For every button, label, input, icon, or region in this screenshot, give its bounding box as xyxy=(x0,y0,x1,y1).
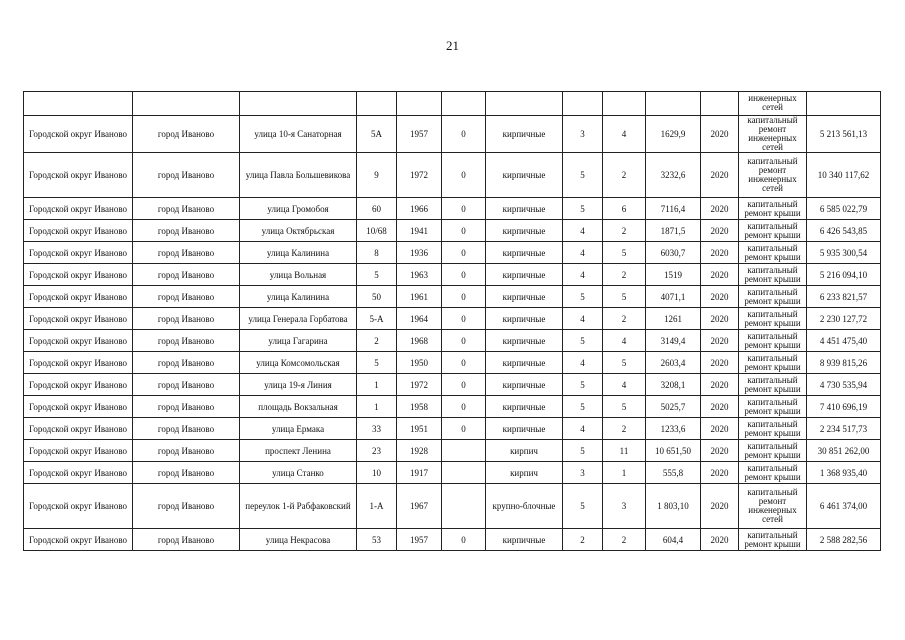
work-text: капитальный ремонт крыши xyxy=(744,286,801,306)
cell-area: 2603,4 xyxy=(646,352,701,374)
cell-entrances: 2 xyxy=(603,220,646,242)
cell-settlement: город Иваново xyxy=(133,484,240,529)
cell-municipality: Городской округ Иваново xyxy=(24,286,133,308)
cell-plan-year: 2020 xyxy=(701,220,739,242)
cell-settlement: город Иваново xyxy=(133,352,240,374)
cell-year: 1917 xyxy=(397,462,442,484)
cell-work xyxy=(739,153,807,198)
cell-settlement: город Иваново xyxy=(133,198,240,220)
cell-house: 5 xyxy=(357,264,397,286)
cell-work xyxy=(739,286,807,308)
cell-floors: 2 xyxy=(563,529,603,551)
work-text: капитальный ремонт крыши xyxy=(744,529,801,549)
cell-settlement: город Иваново xyxy=(133,440,240,462)
cell-work xyxy=(739,529,807,551)
cell-area: 6030,7 xyxy=(646,242,701,264)
cell-municipality: Городской округ Иваново xyxy=(24,330,133,352)
cell-municipality: Городской округ Иваново xyxy=(24,374,133,396)
cell-cost: 5 213 561,13 xyxy=(807,116,881,153)
work-text: капитальный ремонт крыши xyxy=(744,462,801,482)
cell-year: 1957 xyxy=(397,529,442,551)
cell-work xyxy=(739,462,807,484)
cell-cost: 8 939 815,26 xyxy=(807,352,881,374)
cell-plan-year: 2020 xyxy=(701,529,739,551)
cell-col6: 0 xyxy=(442,242,486,264)
cell-floors: 5 xyxy=(563,153,603,198)
work-text: капитальный ремонт крыши xyxy=(744,242,801,262)
cell-year: 1950 xyxy=(397,352,442,374)
cell-house: 2 xyxy=(357,330,397,352)
cell-year: 1966 xyxy=(397,198,442,220)
cell-col6: 0 xyxy=(442,396,486,418)
cell-material: кирпичные xyxy=(486,396,563,418)
cell-work xyxy=(739,484,807,529)
cell-col6: 0 xyxy=(442,220,486,242)
cell-floors: 5 xyxy=(563,286,603,308)
cell-material: кирпичные xyxy=(486,286,563,308)
cell-col6 xyxy=(442,484,486,529)
cell-year: 1968 xyxy=(397,330,442,352)
cell-house: 5А xyxy=(357,116,397,153)
cell-settlement: город Иваново xyxy=(133,220,240,242)
table-row xyxy=(24,352,881,374)
table-row xyxy=(24,330,881,352)
table-row xyxy=(24,153,881,198)
cell-municipality: Городской округ Иваново xyxy=(24,116,133,153)
cell-material: кирпичные xyxy=(486,220,563,242)
cell-plan-year: 2020 xyxy=(701,116,739,153)
cell-col6: 0 xyxy=(442,286,486,308)
cell-area: 3232,6 xyxy=(646,153,701,198)
cell-material: кирпичные xyxy=(486,352,563,374)
cell-year: 1972 xyxy=(397,374,442,396)
cell-plan-year: 2020 xyxy=(701,396,739,418)
cell-material: кирпичные xyxy=(486,330,563,352)
cell-col6: 0 xyxy=(442,308,486,330)
cell-area: 3208,1 xyxy=(646,374,701,396)
cell-area: 1 803,10 xyxy=(646,484,701,529)
cell-cost: 1 368 935,40 xyxy=(807,462,881,484)
cell-municipality: Городской округ Иваново xyxy=(24,220,133,242)
work-text: капитальный ремонт крыши xyxy=(744,308,801,328)
work-text: инженерных сетей xyxy=(748,92,797,112)
cell-entrances: 2 xyxy=(603,529,646,551)
cell-floors: 5 xyxy=(563,484,603,529)
cell-municipality: Городской округ Иваново xyxy=(24,440,133,462)
cell-cost: 2 234 517,73 xyxy=(807,418,881,440)
cell-settlement: город Иваново xyxy=(133,396,240,418)
cell-municipality: Городской округ Иваново xyxy=(24,264,133,286)
cell-house: 1 xyxy=(357,374,397,396)
cell-year: 1951 xyxy=(397,418,442,440)
table-row xyxy=(24,116,881,153)
cell-plan-year: 2020 xyxy=(701,198,739,220)
cell-area: 1871,5 xyxy=(646,220,701,242)
cell-plan-year: 2020 xyxy=(701,462,739,484)
cell-year: 1936 xyxy=(397,242,442,264)
cell-street: улица Павла Большевикова xyxy=(240,153,357,198)
work-text: капитальный ремонт крыши xyxy=(744,418,801,438)
cell-street: проспект Ленина xyxy=(240,440,357,462)
cell-floors: 4 xyxy=(563,220,603,242)
cell-plan-year: 2020 xyxy=(701,330,739,352)
cell-floors: 4 xyxy=(563,418,603,440)
cell-house: 53 xyxy=(357,529,397,551)
cell-area: 1233,6 xyxy=(646,418,701,440)
cell-work-continued xyxy=(739,92,807,116)
cell-plan-year: 2020 xyxy=(701,440,739,462)
cell-material: крупно-блочные xyxy=(486,484,563,529)
cell-house: 23 xyxy=(357,440,397,462)
cell-municipality: Городской округ Иваново xyxy=(24,242,133,264)
cell-year: 1958 xyxy=(397,396,442,418)
cell-material: кирпичные xyxy=(486,418,563,440)
cell-floors: 4 xyxy=(563,242,603,264)
table-row xyxy=(24,220,881,242)
work-text: капитальный ремонт инженерных сетей xyxy=(747,487,798,524)
cell-plan-year: 2020 xyxy=(701,286,739,308)
cell-area: 555,8 xyxy=(646,462,701,484)
cell-settlement: город Иваново xyxy=(133,242,240,264)
cell-area: 1519 xyxy=(646,264,701,286)
cell-street: улица Комсомольская xyxy=(240,352,357,374)
work-text: капитальный ремонт крыши xyxy=(744,264,801,284)
cell-col6: 0 xyxy=(442,198,486,220)
cell-cost: 6 233 821,57 xyxy=(807,286,881,308)
cell-col6: 0 xyxy=(442,330,486,352)
cell-material: кирпичные xyxy=(486,198,563,220)
cell-plan-year: 2020 xyxy=(701,374,739,396)
cell-house: 50 xyxy=(357,286,397,308)
cell-municipality: Городской округ Иваново xyxy=(24,352,133,374)
table-body xyxy=(24,92,881,551)
cell-entrances: 2 xyxy=(603,264,646,286)
cell-year: 1967 xyxy=(397,484,442,529)
cell-settlement: город Иваново xyxy=(133,264,240,286)
cell-work xyxy=(739,396,807,418)
cell-col6: 0 xyxy=(442,264,486,286)
cell-street: улица Октябрьская xyxy=(240,220,357,242)
cell-street: улица Калинина xyxy=(240,286,357,308)
cell-year: 1963 xyxy=(397,264,442,286)
cell-entrances: 5 xyxy=(603,286,646,308)
cell-house: 60 xyxy=(357,198,397,220)
cell-cost: 30 851 262,00 xyxy=(807,440,881,462)
cell-settlement: город Иваново xyxy=(133,374,240,396)
cell-entrances: 4 xyxy=(603,374,646,396)
cell-work xyxy=(739,264,807,286)
cell-cost: 2 230 127,72 xyxy=(807,308,881,330)
cell-municipality: Городской округ Иваново xyxy=(24,529,133,551)
cell-year: 1928 xyxy=(397,440,442,462)
cell-year: 1972 xyxy=(397,153,442,198)
cell-work xyxy=(739,242,807,264)
cell-material: кирпич xyxy=(486,440,563,462)
cell-municipality: Городской округ Иваново xyxy=(24,484,133,529)
cell-cost: 2 588 282,56 xyxy=(807,529,881,551)
cell-floors: 4 xyxy=(563,264,603,286)
table-row xyxy=(24,440,881,462)
cell-work xyxy=(739,352,807,374)
cell-cost: 5 935 300,54 xyxy=(807,242,881,264)
cell-house: 8 xyxy=(357,242,397,264)
cell-year: 1964 xyxy=(397,308,442,330)
cell-municipality: Городской округ Иваново xyxy=(24,462,133,484)
cell-area: 1261 xyxy=(646,308,701,330)
cell-house: 10 xyxy=(357,462,397,484)
cell-street: улица Ермака xyxy=(240,418,357,440)
cell-work xyxy=(739,116,807,153)
cell-material: кирпич xyxy=(486,462,563,484)
cell-plan-year: 2020 xyxy=(701,264,739,286)
cell-plan-year: 2020 xyxy=(701,308,739,330)
cell-entrances: 2 xyxy=(603,153,646,198)
cell-street: улица Громобоя xyxy=(240,198,357,220)
cell-floors: 5 xyxy=(563,198,603,220)
cell-work xyxy=(739,440,807,462)
table-row xyxy=(24,529,881,551)
cell-street: улица Генерала Горбатова xyxy=(240,308,357,330)
cell-settlement: город Иваново xyxy=(133,116,240,153)
cell-entrances: 2 xyxy=(603,308,646,330)
cell-house: 9 xyxy=(357,153,397,198)
cell-cost: 4 730 535,94 xyxy=(807,374,881,396)
work-text: капитальный ремонт крыши xyxy=(744,330,801,350)
cell-entrances: 6 xyxy=(603,198,646,220)
cell-municipality: Городской округ Иваново xyxy=(24,153,133,198)
cell-col6: 0 xyxy=(442,153,486,198)
cell-year: 1941 xyxy=(397,220,442,242)
cell-work xyxy=(739,374,807,396)
cell-house: 1-А xyxy=(357,484,397,529)
table-row xyxy=(24,374,881,396)
cell-cost: 4 451 475,40 xyxy=(807,330,881,352)
work-text: капитальный ремонт крыши xyxy=(744,352,801,372)
cell-plan-year: 2020 xyxy=(701,418,739,440)
cell-area: 7116,4 xyxy=(646,198,701,220)
cell-year: 1957 xyxy=(397,116,442,153)
cell-cost: 10 340 117,62 xyxy=(807,153,881,198)
cell-house: 1 xyxy=(357,396,397,418)
cell-col6: 0 xyxy=(442,418,486,440)
cell-entrances: 2 xyxy=(603,418,646,440)
cell-area: 604,4 xyxy=(646,529,701,551)
cell-material: кирпичные xyxy=(486,374,563,396)
cell-area: 4071,1 xyxy=(646,286,701,308)
cell-col6: 0 xyxy=(442,116,486,153)
cell-col6: 0 xyxy=(442,374,486,396)
cell-entrances: 5 xyxy=(603,396,646,418)
cell-work xyxy=(739,308,807,330)
table-row xyxy=(24,198,881,220)
cell-settlement: город Иваново xyxy=(133,286,240,308)
work-text: капитальный ремонт крыши xyxy=(744,220,801,240)
cell-work xyxy=(739,330,807,352)
cell-street: площадь Вокзальная xyxy=(240,396,357,418)
cell-area: 5025,7 xyxy=(646,396,701,418)
cell-street: улица Калинина xyxy=(240,242,357,264)
cell-material: кирпичные xyxy=(486,264,563,286)
cell-plan-year: 2020 xyxy=(701,484,739,529)
table-row xyxy=(24,418,881,440)
cell-entrances: 3 xyxy=(603,484,646,529)
cell-material: кирпичные xyxy=(486,529,563,551)
cell-floors: 4 xyxy=(563,352,603,374)
cell-house: 10/68 xyxy=(357,220,397,242)
cell-area: 1629,9 xyxy=(646,116,701,153)
cell-floors: 5 xyxy=(563,396,603,418)
cell-entrances: 1 xyxy=(603,462,646,484)
cell-work xyxy=(739,220,807,242)
table-row xyxy=(24,308,881,330)
cell-municipality: Городской округ Иваново xyxy=(24,308,133,330)
cell-street: улица Некрасова xyxy=(240,529,357,551)
cell-area: 3149,4 xyxy=(646,330,701,352)
cell-municipality: Городской округ Иваново xyxy=(24,418,133,440)
cell-house: 5 xyxy=(357,352,397,374)
work-text: капитальный ремонт крыши xyxy=(744,198,801,218)
table-row xyxy=(24,286,881,308)
cell-material: кирпичные xyxy=(486,242,563,264)
work-text: капитальный ремонт крыши xyxy=(744,440,801,460)
cell-col6 xyxy=(442,440,486,462)
cell-floors: 3 xyxy=(563,462,603,484)
cell-cost: 6 585 022,79 xyxy=(807,198,881,220)
cell-plan-year: 2020 xyxy=(701,242,739,264)
cell-entrances: 4 xyxy=(603,116,646,153)
table-row xyxy=(24,484,881,529)
cell-floors: 5 xyxy=(563,374,603,396)
cell-col6 xyxy=(442,462,486,484)
cell-year: 1961 xyxy=(397,286,442,308)
cell-floors: 5 xyxy=(563,440,603,462)
work-text: капитальный ремонт инженерных сетей xyxy=(747,156,798,193)
cell-cost: 6 461 374,00 xyxy=(807,484,881,529)
cell-house: 33 xyxy=(357,418,397,440)
cell-entrances: 4 xyxy=(603,330,646,352)
cell-floors: 3 xyxy=(563,116,603,153)
work-text: капитальный ремонт крыши xyxy=(744,396,801,416)
page-number: 21 xyxy=(446,38,459,53)
cell-street: улица Гагарина xyxy=(240,330,357,352)
work-text: капитальный ремонт инженерных сетей xyxy=(747,115,798,152)
table-row xyxy=(24,462,881,484)
cell-settlement: город Иваново xyxy=(133,418,240,440)
cell-street: улица Вольная xyxy=(240,264,357,286)
cell-settlement: город Иваново xyxy=(133,153,240,198)
cell-settlement: город Иваново xyxy=(133,308,240,330)
work-text: капитальный ремонт крыши xyxy=(744,374,801,394)
cell-col6: 0 xyxy=(442,352,486,374)
table-row xyxy=(24,242,881,264)
cell-municipality: Городской округ Иваново xyxy=(24,396,133,418)
cell-entrances: 5 xyxy=(603,352,646,374)
cell-settlement: город Иваново xyxy=(133,529,240,551)
cell-street: улица Станко xyxy=(240,462,357,484)
cell-cost: 7 410 696,19 xyxy=(807,396,881,418)
cell-area: 10 651,50 xyxy=(646,440,701,462)
cell-settlement: город Иваново xyxy=(133,330,240,352)
cell-entrances: 11 xyxy=(603,440,646,462)
cell-entrances: 5 xyxy=(603,242,646,264)
table-row xyxy=(24,396,881,418)
cell-floors: 4 xyxy=(563,308,603,330)
cell-street: улица 10-я Санаторная xyxy=(240,116,357,153)
cell-street: улица 19-я Линия xyxy=(240,374,357,396)
cell-cost: 6 426 543,85 xyxy=(807,220,881,242)
cell-house: 5-А xyxy=(357,308,397,330)
cell-street: переулок 1-й Рабфаковский xyxy=(240,484,357,529)
cell-plan-year: 2020 xyxy=(701,352,739,374)
cell-plan-year: 2020 xyxy=(701,153,739,198)
cell-work xyxy=(739,418,807,440)
cell-cost: 5 216 094,10 xyxy=(807,264,881,286)
table-row xyxy=(24,264,881,286)
cell-col6: 0 xyxy=(442,529,486,551)
cell-floors: 5 xyxy=(563,330,603,352)
cell-municipality: Городской округ Иваново xyxy=(24,198,133,220)
cell-material: кирпичные xyxy=(486,116,563,153)
housing-repair-table xyxy=(23,91,881,551)
cell-settlement: город Иваново xyxy=(133,462,240,484)
cell-material: кирпичные xyxy=(486,153,563,198)
cell-material: кирпичные xyxy=(486,308,563,330)
cell-work xyxy=(739,198,807,220)
table-row-continued xyxy=(24,92,881,116)
